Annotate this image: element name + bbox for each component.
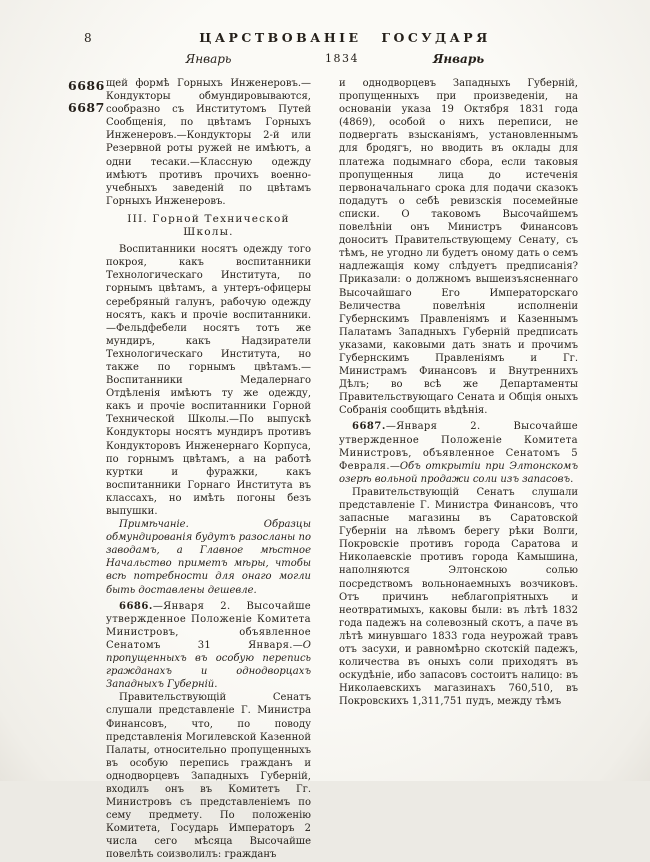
section-heading: III. Горной Технической Школы. xyxy=(127,212,290,239)
entry-heading-6687 xyxy=(339,420,578,485)
subheader-row xyxy=(0,52,650,68)
margin-entry-number: 6686 xyxy=(68,78,105,93)
page-number: 8 xyxy=(84,31,92,45)
right-column xyxy=(339,77,578,862)
column-month-right: Январь xyxy=(432,52,485,66)
paragraph-uniform-rules: Воспитанники носятъ одежду того покроя, какъ воспитанники Технологическаго Института, по горнымъ цвѣтамъ, а унтеръ-офицеры серебряный галунъ, рабочую одежду носятъ, какъ и прочіе воспитанники.—Фельдфебели носятъ тотъ же мундиръ, какъ Надзиратели Технологическаго Института, но также по горнымъ цвѣтамъ.—Воспитанники Медалернаго Отдѣленія имѣютъ ту же одежду, какъ и прочіе воспитанники Горной Технической Школы.—По выпускѣ Кондукторы носятъ мундиръ противъ Кондукторовъ Инженернаго Корпуса, по горнымъ цвѣтамъ, а на работѣ куртки и фуражки, какъ воспитанники Горнаго Института въ классахъ, но имѣть погоны безъ выпушки. xyxy=(106,244,311,517)
note-label: Примѣчаніе. xyxy=(119,519,189,531)
paragraph-senate-salt: Правительствующій Сенатъ слушали представленіе Г. Министра Финансовъ, что запасные магазины въ Саратовской Губерніи на лѣвомъ берегу рѣки Волги, Покровскіе противъ города Саратова и Николаевскіе противъ города Камышина, наполняются Элтонскою солью посредствомъ вольнонаемныхъ возчиковъ. Отъ причинъ неблагопріятныхъ и неотвратимыхъ, каковы были: въ лѣтѣ 1832 года падежъ на солевозный скотъ, а паче въ лѣтѣ минувшаго 1833 года неурожай травъ отъ засухи, и равномѣрно скотскій падежъ, количества въ оныхъ соли приходятъ въ оскудѣніе, ибо запасовъ состоитъ налицо: въ Николаевскихъ магазинахъ 760,510, въ Покровскихъ 1,311,751 пудъ, между тѣмъ xyxy=(339,486,578,708)
paragraph-continuation: и однодворцевъ Западныхъ Губерній, пропущенныхъ при произведеніи, на основаніи указа 19 Октября 1831 года (4869), особой о нихъ переписи, не подвергать взысканіямъ, установленнымъ для бродягъ, но вводить въ оклады для платежа подымнаго сбора, если таковыя пропущенныя лица до истеченія первоначальнаго срока для подачи сказокъ подадутъ о себѣ ревизскія посемейные списки. О таковомъ Высочайшемъ повелѣніи онъ Министръ Финансовъ доноситъ Правительствующему Сенату, съ тѣмъ, не угодно ли будетъ оному дать о семъ надлежащія кому слѣдуетъ предписанія? Приказали: о должномъ вышеизъясненнаго Высочайшаго Его Императорскаго Величества повелѣнія исполненіи Губернскимъ Правленіямъ и Казеннымъ Палатамъ Западныхъ Губерній предписать указами, каковыми дать знать и прочимъ Губернскимъ Правленіямъ и Гг. Министрамъ Финансовъ и Внутреннихъ Дѣлъ; во всѣ же Департаменты Правительствующаго Сената и Общія оныхъ Собранія сообщить вѣдѣнія. xyxy=(339,78,578,417)
column-month-left: Январь xyxy=(185,52,232,66)
entry-heading-6686 xyxy=(106,600,311,692)
margin-entry-numbers xyxy=(68,75,106,119)
page-title: ЦАРСТВОВАНІЕ ГОСУДАРЯ xyxy=(199,30,491,45)
entry-number: 6686. xyxy=(119,600,153,612)
note-paragraph xyxy=(106,518,311,597)
left-column xyxy=(106,77,311,862)
entry-number: 6687. xyxy=(352,421,386,433)
paragraph-continuation: щей формѣ Горныхъ Инженеровъ.— Кондукторы обмундировываются, сообразно съ Институтомъ Путей Сообщенія, по цвѣтамъ Горныхъ Инженеровъ.—Кондукторы 2-й или Резервной роты ружей не имѣютъ, а одни тесаки.—Классную одежду имѣютъ противъ прочихъ военно-учебныхъ заведеній по цвѣтамъ Горныхъ Инженеровъ. xyxy=(106,78,311,207)
margin-entry-number: 6687 xyxy=(68,100,105,115)
year-label: 1834 xyxy=(325,52,359,65)
note-text: Образцы обмундированія будутъ разосланы по заводамъ, а Главное мѣстное Начальство приметъ мѣры, чтобы всѣ потребности для онаго могли быть доставлены дешевле. xyxy=(106,519,311,596)
paragraph-senate-census: Правительствующій Сенатъ слушали представленіе Г. Министра Финансовъ, что, по поводу представленія Могилевской Казенной Палаты, относительно пропущенныхъ въ особую перепись гражданъ и однодворцевъ Западныхъ Губерній, входилъ онъ въ Комитетъ Гг. Министровъ съ представленіемъ по сему предмету. По положенію Комитета, Государь Императоръ 2 числа сего мѣсяца Высочайше повелѣть соизволилъ: гражданъ xyxy=(106,692,311,861)
entry-title: —Января 2. Высочайше утвержденное Положеніе Комитета Министровъ, объявленное Сенатомъ 5 Февраля. xyxy=(339,421,578,472)
text-columns xyxy=(106,77,578,862)
entry-subject: —О пропущенныхъ въ особую перепись гражданахъ и однодворцахъ Западныхъ Губерній. xyxy=(106,639,311,691)
entry-subject: —Объ открытіи при Элтонскомъ озерѣ вольной продажи соли изъ запасовъ. xyxy=(339,460,578,485)
entry-title: —Января 2. Высочайше утвержденное Положеніе Комитета Министровъ, объявленное Сенатомъ 31 Января. xyxy=(106,600,311,651)
